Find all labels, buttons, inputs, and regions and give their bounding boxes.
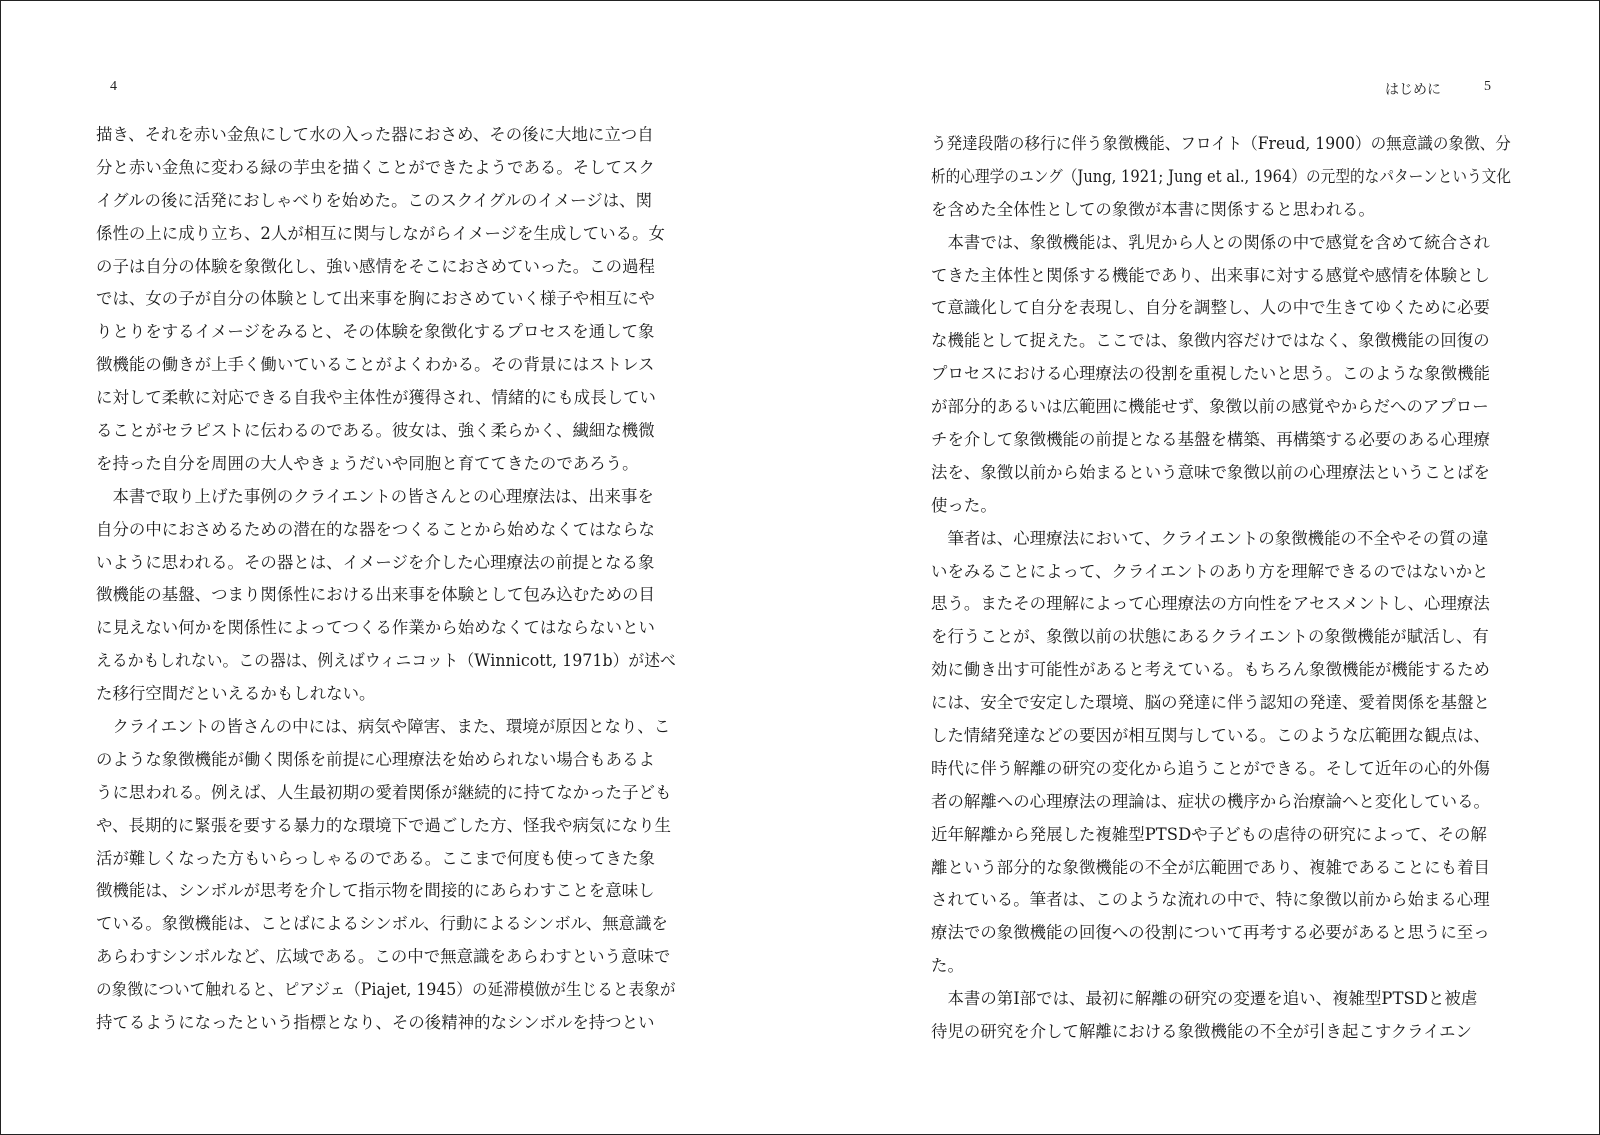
right-text-line: う発達段階の移行に伴う象徴機能、フロイト（Freud, 1900）の無意識の象徴、分 xyxy=(931,134,1511,153)
right-text-line: てきた主体性と関係する機能であり、出来事に対する感覚や感情を体験とし xyxy=(931,265,1490,285)
left-text-line: や、長期的に緊張を要する暴力的な環境下で過ごした方、怪我や病気になり生 xyxy=(96,815,672,835)
right-text-line: されている。筆者は、このような流れの中で、特に象徴以前から始まる心理 xyxy=(931,890,1490,910)
right-text-line: 法を、象徴以前から始まるという意味で象徴以前の心理療法ということばを xyxy=(931,462,1490,482)
right-text-line: 効に働き出す可能性があると考えている。もちろん象徴機能が機能するため xyxy=(931,660,1490,680)
right-page-number: 5 xyxy=(1484,79,1491,94)
left-text-line: に対して柔軟に対応できる自我や主体性が獲得され、情緒的にも成長してい xyxy=(96,388,656,408)
left-text-line: 徴機能の働きが上手く働いていることがよくわかる。その背景にはストレス xyxy=(96,355,655,375)
left-text-line: 徴機能の基盤、つまり関係性における出来事を体験として包み込むための目 xyxy=(96,585,655,605)
right-text-line: 離という部分的な象徴機能の不全が広範囲であり、複雑であることにも着目 xyxy=(931,857,1490,877)
left-page-body xyxy=(96,119,676,1040)
right-text-line: 者の解離への心理療法の理論は、症状の機序から治療論へと変化している。 xyxy=(931,791,1490,811)
left-text-line: 係性の上に成り立ち、2人が相互に関与しながらイメージを生成している。女 xyxy=(96,223,665,243)
right-text-line: な機能として捉えた。ここでは、象徴内容だけではなく、象徴機能の回復の xyxy=(931,331,1490,351)
left-text-line: の象徴について触れると、ピアジェ（Piajet, 1945）の延滞模倣が生じると表象が xyxy=(96,980,676,1000)
left-text-line: 本書で取り上げた事例のクライエントの皆さんとの心理療法は、出来事を xyxy=(96,486,654,506)
right-text-line: した情緒発達などの要因が相互関与している。このような広範囲な観点は、 xyxy=(931,726,1490,746)
right-text-line: 本書では、象徴機能は、乳児から人との関係の中で感覚を含めて統合され xyxy=(931,232,1490,252)
right-text-line: 待児の研究を介して解離における象徴機能の不全が引き起こすクライエン xyxy=(931,1022,1472,1042)
left-page-number: 4 xyxy=(110,79,117,94)
left-text-line: うに思われる。例えば、人生最初期の愛着関係が継続的に持てなかった子ども xyxy=(96,782,672,802)
right-text-line: 療法での象徴機能の回復への役割について再考する必要があると思うに至っ xyxy=(931,923,1490,943)
left-text-line: のような象徴機能が働く関係を前提に心理療法を始められない場合もあるよ xyxy=(96,749,655,769)
left-text-line: 分と赤い金魚に変わる緑の芋虫を描くことができたようである。そしてスク xyxy=(96,157,655,177)
left-text-line: 徴機能は、シンボルが思考を介して指示物を間接的にあらわすことを意味し xyxy=(96,881,655,901)
right-text-line: が部分的あるいは広範囲に機能せず、象徴以前の感覚やからだへのアプロー xyxy=(931,397,1489,417)
right-text-line: チを介して象徴機能の前提となる基盤を構築、再構築する必要のある心理療 xyxy=(931,430,1490,450)
left-text-line: 描き、それを赤い金魚にして水の入った器におさめ、その後に大地に立つ自 xyxy=(96,125,654,144)
left-text-line: の子は自分の体験を象徴化し、強い感情をそこにおさめていった。この過程 xyxy=(96,256,655,276)
right-text-line: 近年解離から発展した複雑型PTSDや子どもの虐待の研究によって、その解 xyxy=(931,824,1487,844)
right-text-line: 思う。またその理解によって心理療法の方向性をアセスメントし、心理療法 xyxy=(931,594,1490,614)
left-text-line: イグルの後に活発におしゃべりを始めた。このスクイグルのイメージは、関 xyxy=(96,190,653,210)
right-text-line: プロセスにおける心理療法の役割を重視したいと思う。このような象徴機能 xyxy=(931,364,1490,384)
left-text-line: えるかもしれない。この器は、例えばウィニコット（Winnicott, 1971b）が述べ xyxy=(96,651,676,671)
right-text-line: 時代に伴う解離の研究の変化から追うことができる。そして近年の心的外傷 xyxy=(931,758,1490,778)
left-text-line: た移行空間だといえるかもしれない。 xyxy=(96,684,376,704)
right-text-line: 析的心理学のユング（Jung, 1921; Jung et al., 1964）の元型的なパターンという文化 xyxy=(931,166,1512,186)
left-text-line: ている。象徴機能は、ことばによるシンボル、行動によるシンボル、無意識を xyxy=(96,914,668,934)
left-text-line: 持てるようになったという指標となり、その後精神的なシンボルを持つとい xyxy=(96,1013,655,1033)
left-text-line: 活が難しくなった方もいらっしゃるのである。ここまで何度も使ってきた象 xyxy=(96,848,655,868)
left-text-line: あらわすシンボルなど、広域である。この中で無意識をあらわすという意味で xyxy=(96,947,671,967)
right-text-line: 本書の第Ⅰ部では、最初に解離の研究の変遷を追い、複雑型PTSDと被虐 xyxy=(931,989,1478,1009)
running-head: はじめに xyxy=(1385,83,1441,98)
left-text-line: クライエントの皆さんの中には、病気や障害、また、環境が原因となり、こ xyxy=(96,717,671,737)
right-text-line: を行うことが、象徴以前の状態にあるクライエントの象徴機能が賦活し、有 xyxy=(931,627,1489,647)
right-text-line: いをみることによって、クライエントのあり方を理解できるのではないかと xyxy=(931,561,1489,581)
right-text-line: 使った。 xyxy=(931,495,997,515)
right-page-body xyxy=(931,128,1511,1049)
left-text-line: りとりをするイメージをみると、その体験を象徴化するプロセスを通して象 xyxy=(96,322,655,342)
left-text-line: 自分の中におさめるための潜在的な器をつくることから始めなくてはならな xyxy=(96,519,655,539)
right-text-line: には、安全で安定した環境、脳の発達に伴う認知の発達、愛着関係を基盤と xyxy=(931,693,1490,713)
left-text-line: を持った自分を周囲の大人やきょうだいや同胞と育ててきたのであろう。 xyxy=(96,453,639,473)
left-text-line: ることがセラピストに伝わるのである。彼女は、強く柔らかく、繊細な機微 xyxy=(96,421,655,441)
right-text-line: た。 xyxy=(931,956,964,976)
left-text-line: に見えない何かを関係性によってつくる作業から始めなくてはならないとい xyxy=(96,618,655,638)
right-text-line: 筆者は、心理療法において、クライエントの象徴機能の不全やその質の違 xyxy=(931,528,1489,548)
left-text-line: では、女の子が自分の体験として出来事を胸におさめていく様子や相互にや xyxy=(96,289,655,309)
right-text-line: を含めた全体性としての象徴が本書に関係すると思われる。 xyxy=(931,199,1375,219)
right-text-line: て意識化して自分を表現し、自分を調整し、人の中で生きてゆくために必要 xyxy=(931,298,1490,318)
left-text-line: いように思われる。その器とは、イメージを介した心理療法の前提となる象 xyxy=(96,552,655,572)
